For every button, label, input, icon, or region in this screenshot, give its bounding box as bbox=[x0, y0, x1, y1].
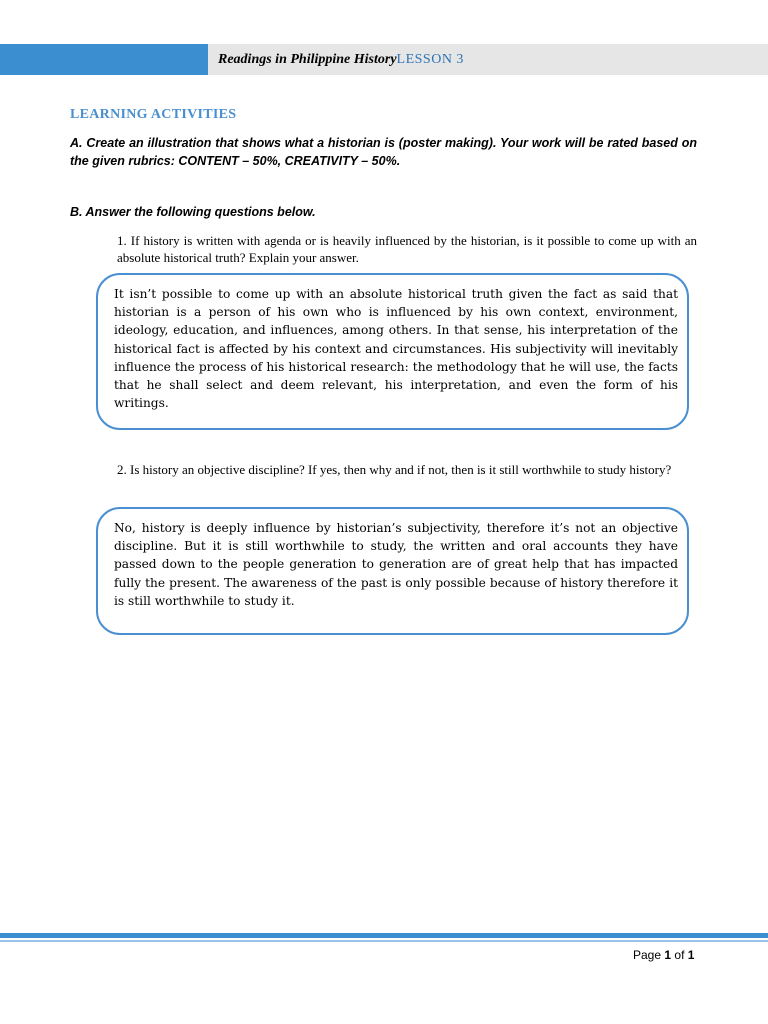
activity-b-instructions: B. Answer the following questions below. bbox=[70, 205, 316, 219]
question-2: 2. Is history an objective discipline? If yes, then why and if not, then is it still worthwhile to study history? bbox=[117, 462, 672, 477]
page-label: Page bbox=[633, 948, 662, 962]
lesson-label: LESSON 3 bbox=[396, 52, 464, 67]
footer-divider-secondary bbox=[0, 940, 768, 942]
header-accent-bar bbox=[0, 44, 208, 75]
page-of: of bbox=[674, 948, 685, 962]
course-title: Readings in Philippine History bbox=[218, 52, 397, 67]
answer-box-2: No, history is deeply influence by historian’s subjectivity, therefore it’s not an objective discipline. But it is still worthwhile to study, the written and oral accounts they have passed down to the people generation to generation are of great help that has impacted fully the present. The awareness of the past is only possible because of history therefore it is still worthwhile to study it. bbox=[96, 507, 689, 635]
footer-divider bbox=[0, 933, 768, 938]
activity-a-instructions: A. Create an illustration that shows what a historian is (poster making). Your work will be rated based on the given rubrics: CONTENT – 50%, CREATIVITY – 50%. bbox=[70, 136, 697, 168]
section-title: LEARNING ACTIVITIES bbox=[70, 107, 237, 122]
page-number bbox=[633, 948, 694, 962]
answer-box-1: It isn’t possible to come up with an absolute historical truth given the fact as said that historian is a person of his own who is influenced by his own context, environment, ideology, education, and influences, among others. In that sense, his interpretation of the historical fact is affected by his context and circumstances. His subjectivity will inevitably influence the process of his historical research: the methodology that he will use, the facts that he shall select and deem relevant, his interpretation, and even the form of his writings. bbox=[96, 273, 689, 430]
page-current: 1 bbox=[664, 948, 672, 962]
question-1: 1. If history is written with agenda or is heavily influenced by the historian, is it possible to come up with an absolute historical truth? Explain your answer. bbox=[117, 233, 697, 265]
page-header bbox=[218, 52, 464, 68]
page-total: 1 bbox=[687, 948, 695, 962]
